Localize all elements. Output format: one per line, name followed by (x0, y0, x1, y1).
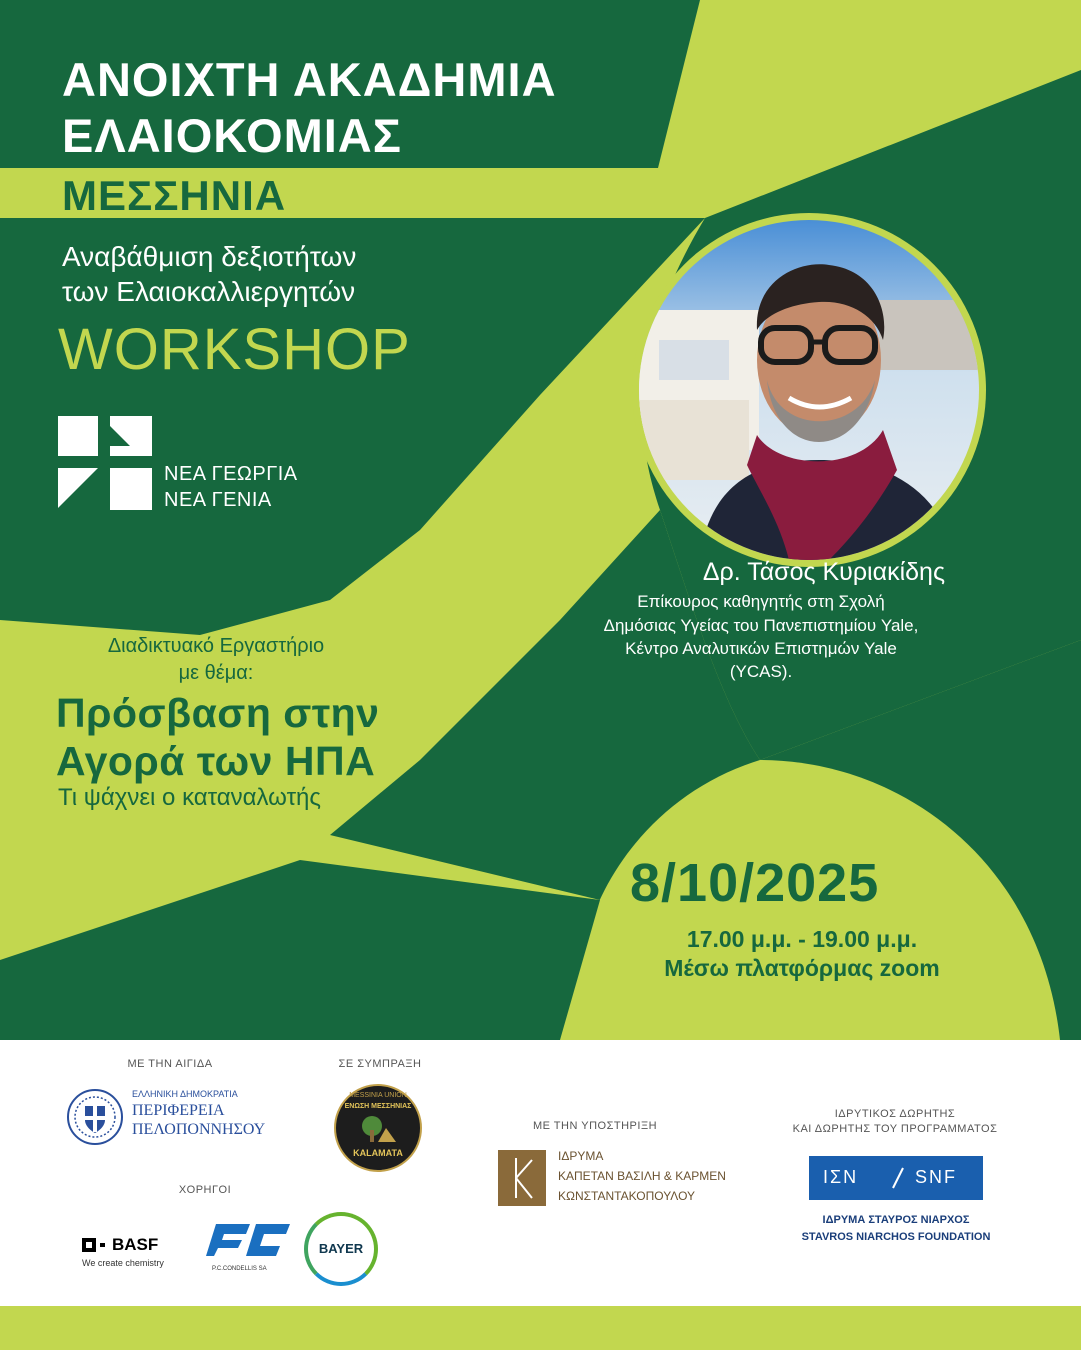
event-title-line1: ΑΝΟΙΧΤΗ ΑΚΑΔΗΜΙΑ (62, 53, 557, 106)
snf-line2: STAVROS NIARCHOS FOUNDATION (801, 1231, 991, 1243)
messinia-union-logo (334, 1084, 422, 1172)
speaker-role-line2: Δημόσιας Υγείας του Πανεπιστημίου Yale, (603, 616, 919, 635)
kk-foundation-logo-icon (498, 1150, 546, 1206)
event-date: 8/10/2025 (630, 853, 880, 913)
olive-tree-icon (360, 1114, 396, 1144)
bayer-name: BAYER (318, 1241, 364, 1256)
pc-condellis-logo-icon (206, 1222, 290, 1258)
event-time: 17.00 μ.μ. - 19.00 μ.μ. (686, 926, 918, 952)
speaker-photo (632, 213, 986, 567)
topic-subtitle: Τι ψάχνει ο καταναλωτής (58, 784, 321, 811)
donor-label-line1: ΙΔΡΥΤΙΚΟΣ ΔΩΡΗΤΗΣ (834, 1108, 956, 1120)
partner-mid-text: ΕΝΩΣΗ ΜΕΣΣΗΝΙΑΣ (344, 1103, 412, 1110)
snf-right-text: SNF (915, 1167, 957, 1187)
program-logo-line2: ΝΕΑ ΓΕΝΙΑ (164, 489, 272, 511)
topic-title-line1: Πρόσβαση στην (56, 690, 380, 736)
region-heading: ΜΕΣΣΗΝΙΑ (62, 172, 287, 219)
partner-label: ΣΕ ΣΥΜΠΡΑΞΗ (338, 1058, 422, 1070)
speaker-role-line4: (YCAS). (729, 662, 793, 681)
greek-emblem-icon (66, 1088, 124, 1146)
topic-lead-line1: Διαδικτυακό Εργαστήριο (107, 635, 325, 657)
auspices-line1: ΠΕΡΙΦΕΡΕΙΑ (132, 1102, 225, 1119)
auspices-label: ΜΕ ΤΗΝ ΑΙΓΙΔΑ (127, 1058, 213, 1070)
speaker-role-line1: Επίκουρος καθηγητής στη Σχολή (637, 592, 885, 611)
basf-tagline: We create chemistry (82, 1258, 164, 1268)
topic-lead-line2: με θέμα: (178, 662, 254, 684)
pc-condellis-name: P.C.CONDELLIS SA (212, 1266, 267, 1272)
auspices-line2: ΠΕΛΟΠΟΝΝΗΣΟΥ (132, 1121, 266, 1138)
event-platform: Μέσω πλατφόρμας zoom (664, 955, 940, 981)
support-line1: ΙΔΡΥΜΑ (558, 1149, 604, 1163)
donor-label-line2: ΚΑΙ ΔΩΡΗΤΗΣ ΤΟΥ ΠΡΟΓΡΑΜΜΑΤΟΣ (792, 1123, 998, 1135)
support-line2: ΚΑΠΕΤΑΝ ΒΑΣΙΛΗ & ΚΑΡΜΕΝ (558, 1169, 726, 1183)
support-line3: ΚΩΝΣΤΑΝΤΑΚΟΠΟΥΛΟΥ (558, 1189, 696, 1203)
program-logo-line1: ΝΕΑ ΓΕΩΡΓΙΑ (164, 463, 298, 485)
basf-name: BASF (112, 1235, 159, 1254)
event-title-line2: ΕΛΑΙΟΚΟΜΙΑΣ (62, 109, 402, 162)
nea-georgia-logo-icon (58, 416, 154, 510)
workshop-heading: WORKSHOP (58, 317, 411, 382)
subtitle-line1: Αναβάθμιση δεξιοτήτων (62, 241, 357, 272)
snf-logo (809, 1156, 983, 1200)
bayer-logo (304, 1212, 378, 1286)
slash-icon (891, 1166, 905, 1190)
basf-square-icon (82, 1238, 112, 1252)
footer-strip (0, 1306, 1081, 1350)
auspices-small-text: ΕΛΛΗΝΙΚΗ ΔΗΜΟΚΡΑΤΙΑ (132, 1089, 238, 1099)
subtitle-line2: των Ελαιοκαλλιεργητών (62, 276, 356, 307)
snf-left-text: ΙΣΝ (823, 1167, 859, 1187)
support-label: ΜΕ ΤΗΝ ΥΠΟΣΤΗΡΙΞΗ (532, 1120, 658, 1132)
partner-bottom-text: KALAMATA (353, 1148, 403, 1158)
sponsors-label: ΧΟΡΗΓΟΙ (178, 1184, 232, 1196)
bayer-cross-line (339, 1222, 343, 1276)
speaker-portrait-icon (639, 220, 979, 560)
snf-line1: ΙΔΡΥΜΑ ΣΤΑΥΡΟΣ ΝΙΑΡΧΟΣ (822, 1214, 970, 1226)
speaker-role-line3: Κέντρο Αναλυτικών Επιστημών Yale (625, 639, 897, 658)
speaker-name: Δρ. Τάσος Κυριακίδης (702, 558, 945, 586)
topic-title-line2: Αγορά των ΗΠΑ (56, 738, 376, 784)
partner-top-text: MESSINIA UNION (349, 1092, 407, 1099)
